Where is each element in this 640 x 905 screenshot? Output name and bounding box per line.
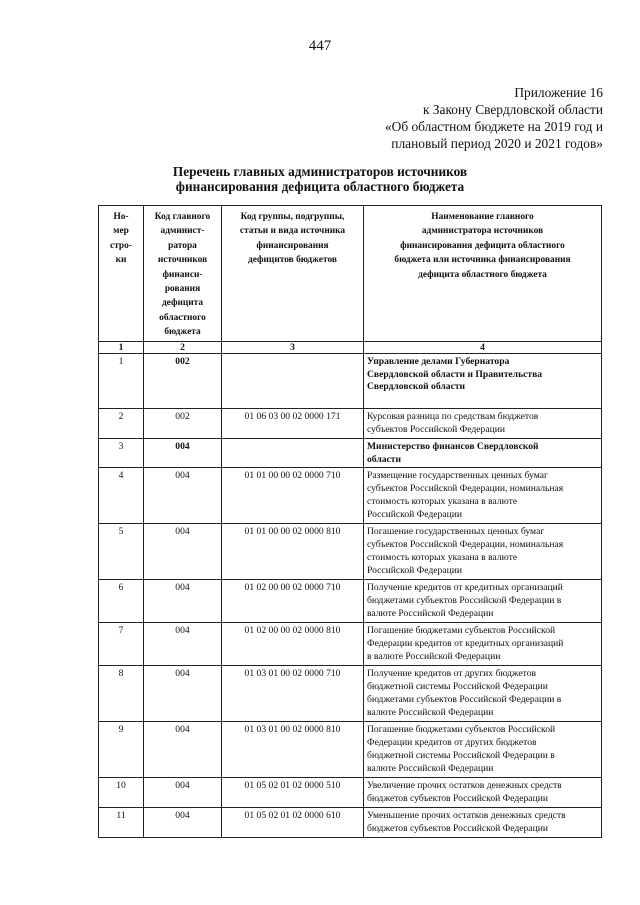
header-label-line: стро- [110,240,132,251]
name-line: бюджетами субъектов Российской Федерации в [367,595,562,607]
name-line: Российской Федерации [367,565,462,577]
header-label-line: Код главного [154,212,211,222]
admin-code-cell: 004 [144,468,222,524]
title-line: Перечень главных администраторов источников [172,164,468,179]
name-line: субъектов Российской Федерации, номинальная [367,539,564,551]
admin-code-cell: 004 [144,623,222,666]
administrators-table [98,205,602,838]
header-label-line: финансирования дефицита областного [400,240,565,251]
table-row [99,777,602,807]
admin-code-cell: 002 [144,353,222,408]
name-line: Погашение бюджетами субъектов Российской [367,723,556,735]
table-row [99,353,602,408]
name-line: валюте Российской Федерации [367,762,494,774]
name-line: Получение кредитов от кредитных организаций [367,582,563,594]
appendix-line: «Об областном бюджете на 2019 год и [384,119,603,134]
row-number-cell: 3 [99,438,144,468]
name-line: субъектов Российской Федерации, номинальная [367,483,564,495]
source-code-cell: 01 01 00 00 02 0000 710 [222,468,364,524]
header-label-line: Но- [113,212,129,222]
name-cell [364,807,602,837]
admin-code-cell: 004 [144,777,222,807]
header-label-line: источников [157,255,208,266]
table-row [99,438,602,468]
source-code-cell: 01 02 00 00 02 0000 810 [222,623,364,666]
source-code-cell: 01 05 02 01 02 0000 510 [222,777,364,807]
header-name [364,206,602,342]
source-code-cell: 01 05 02 01 02 0000 610 [222,807,364,837]
appendix-heading [385,84,603,152]
name-line: Увеличение прочих остатков денежных средств [367,779,562,791]
source-code-cell: 01 01 00 00 02 0000 810 [222,524,364,580]
name-line: бюджетной системы Российской Федерации [367,680,548,692]
name-line: бюджетами субъектов Российской Федерации в [367,693,562,705]
header-label-line: дефицита [161,298,204,309]
table-row [99,524,602,580]
name-line: в валюте Российской Федерации [367,651,501,662]
appendix-line: Приложение 16 [514,85,603,100]
admin-code-cell: 004 [144,580,222,623]
name-line: Управление делами Губернатора [367,355,510,367]
column-number: 3 [222,341,364,353]
name-line: стоимость которых указана в валюте [367,552,518,564]
name-cell [364,524,602,580]
table-row [99,665,602,721]
name-cell [364,580,602,623]
admin-code-cell: 004 [144,807,222,837]
column-number: 4 [364,341,602,353]
column-number: 2 [144,341,222,353]
column-number: 1 [99,341,144,353]
header-label-line: админист- [160,226,205,237]
name-cell [364,353,602,408]
name-line: Погашение государственных ценных бумаг [367,526,545,538]
name-cell [364,777,602,807]
name-line: области [367,453,402,465]
name-cell [364,665,602,721]
source-code-cell: 01 03 01 00 02 0000 810 [222,721,364,777]
table-row [99,721,602,777]
source-code-cell: 01 02 00 00 02 0000 710 [222,580,364,623]
header-label-line: финансирования [256,240,329,251]
name-line: субъектов Российской Федерации [367,423,505,435]
source-code-cell [222,353,364,408]
row-number-cell: 7 [99,623,144,666]
name-line: Получение кредитов от других бюджетов [367,667,537,679]
header-label-line: дефицита областного бюджета [418,269,547,280]
header-label-line: бюджета или источника финансирования [394,255,571,266]
header-label-line: рования [164,284,201,295]
row-number-cell: 8 [99,665,144,721]
name-line: Курсовая разница по средствам бюджетов [367,410,539,422]
title-line: финансирования дефицита областного бюджета [175,179,465,194]
row-number-cell: 5 [99,524,144,580]
row-number-cell: 10 [99,777,144,807]
row-number-cell: 1 [99,353,144,408]
table-row [99,408,602,438]
name-line: стоимость которых указана в валюте [367,496,518,508]
name-line: бюджетной системы Российской Федерации в [367,749,555,761]
header-admin-code [144,206,222,342]
name-cell [364,438,602,468]
appendix-line: плановый период 2020 и 2021 годов» [391,136,603,151]
header-label-line: ки [115,255,127,266]
row-number-cell: 9 [99,721,144,777]
header-label-line: ратора [168,240,197,251]
admin-code-cell: 004 [144,438,222,468]
header-source-code [222,206,364,342]
name-cell [364,408,602,438]
name-line: бюджетов субъектов Российской Федерации [367,792,548,804]
name-line: Уменьшение прочих остатков денежных средств [367,809,566,821]
header-label-line: администратора источников [421,226,544,237]
header-label-line: статьи и вида источника [239,226,346,237]
header-label-line: дефицитов бюджетов [248,255,337,266]
document-title [0,164,640,194]
header-label-line: Код группы, подгруппы, [240,212,345,222]
table-row [99,580,602,623]
table-row [99,468,602,524]
row-number-cell: 6 [99,580,144,623]
row-number-cell: 11 [99,807,144,837]
admin-code-cell: 002 [144,408,222,438]
column-number-row [99,341,602,353]
source-code-cell: 01 03 01 00 02 0000 710 [222,665,364,721]
name-line: Погашение бюджетами субъектов Российской [367,625,556,637]
header-label-line: бюджета [164,327,201,338]
appendix-line: к Закону Свердловской области [422,102,603,117]
name-cell [364,721,602,777]
name-line: Свердловской области [367,381,466,393]
name-line: валюте Российской Федерации [367,608,494,620]
name-line: бюджетов субъектов Российской Федерации [367,822,548,834]
name-cell [364,468,602,524]
header-row [99,206,602,342]
admin-code-cell: 004 [144,665,222,721]
source-code-cell: 01 06 03 00 02 0000 171 [222,408,364,438]
name-line: Министерство финансов Свердловской [367,440,539,452]
name-cell [364,623,602,666]
row-number-cell: 4 [99,468,144,524]
name-line: валюте Российской Федерации [367,706,494,718]
page-number: 447 [308,38,332,54]
header-row-number [99,206,144,342]
name-line: Федерации кредитов от кредитных организаций [367,638,564,650]
header-label-line: финанси- [162,269,203,280]
name-line: Свердловской области и Правительства [367,368,543,380]
header-label-line: мер [113,226,129,237]
header-label-line: Наименование главного [431,212,534,222]
name-line: Федерации кредитов от других бюджетов [367,736,537,748]
source-code-cell [222,438,364,468]
row-number-cell: 2 [99,408,144,438]
admin-code-cell: 004 [144,721,222,777]
table-body [99,353,602,837]
table-row [99,623,602,666]
header-label-line: областного [159,312,206,323]
table-row [99,807,602,837]
name-line: Российской Федерации [367,509,462,521]
name-line: Размещение государственных ценных бумаг [367,470,548,482]
admin-code-cell: 004 [144,524,222,580]
